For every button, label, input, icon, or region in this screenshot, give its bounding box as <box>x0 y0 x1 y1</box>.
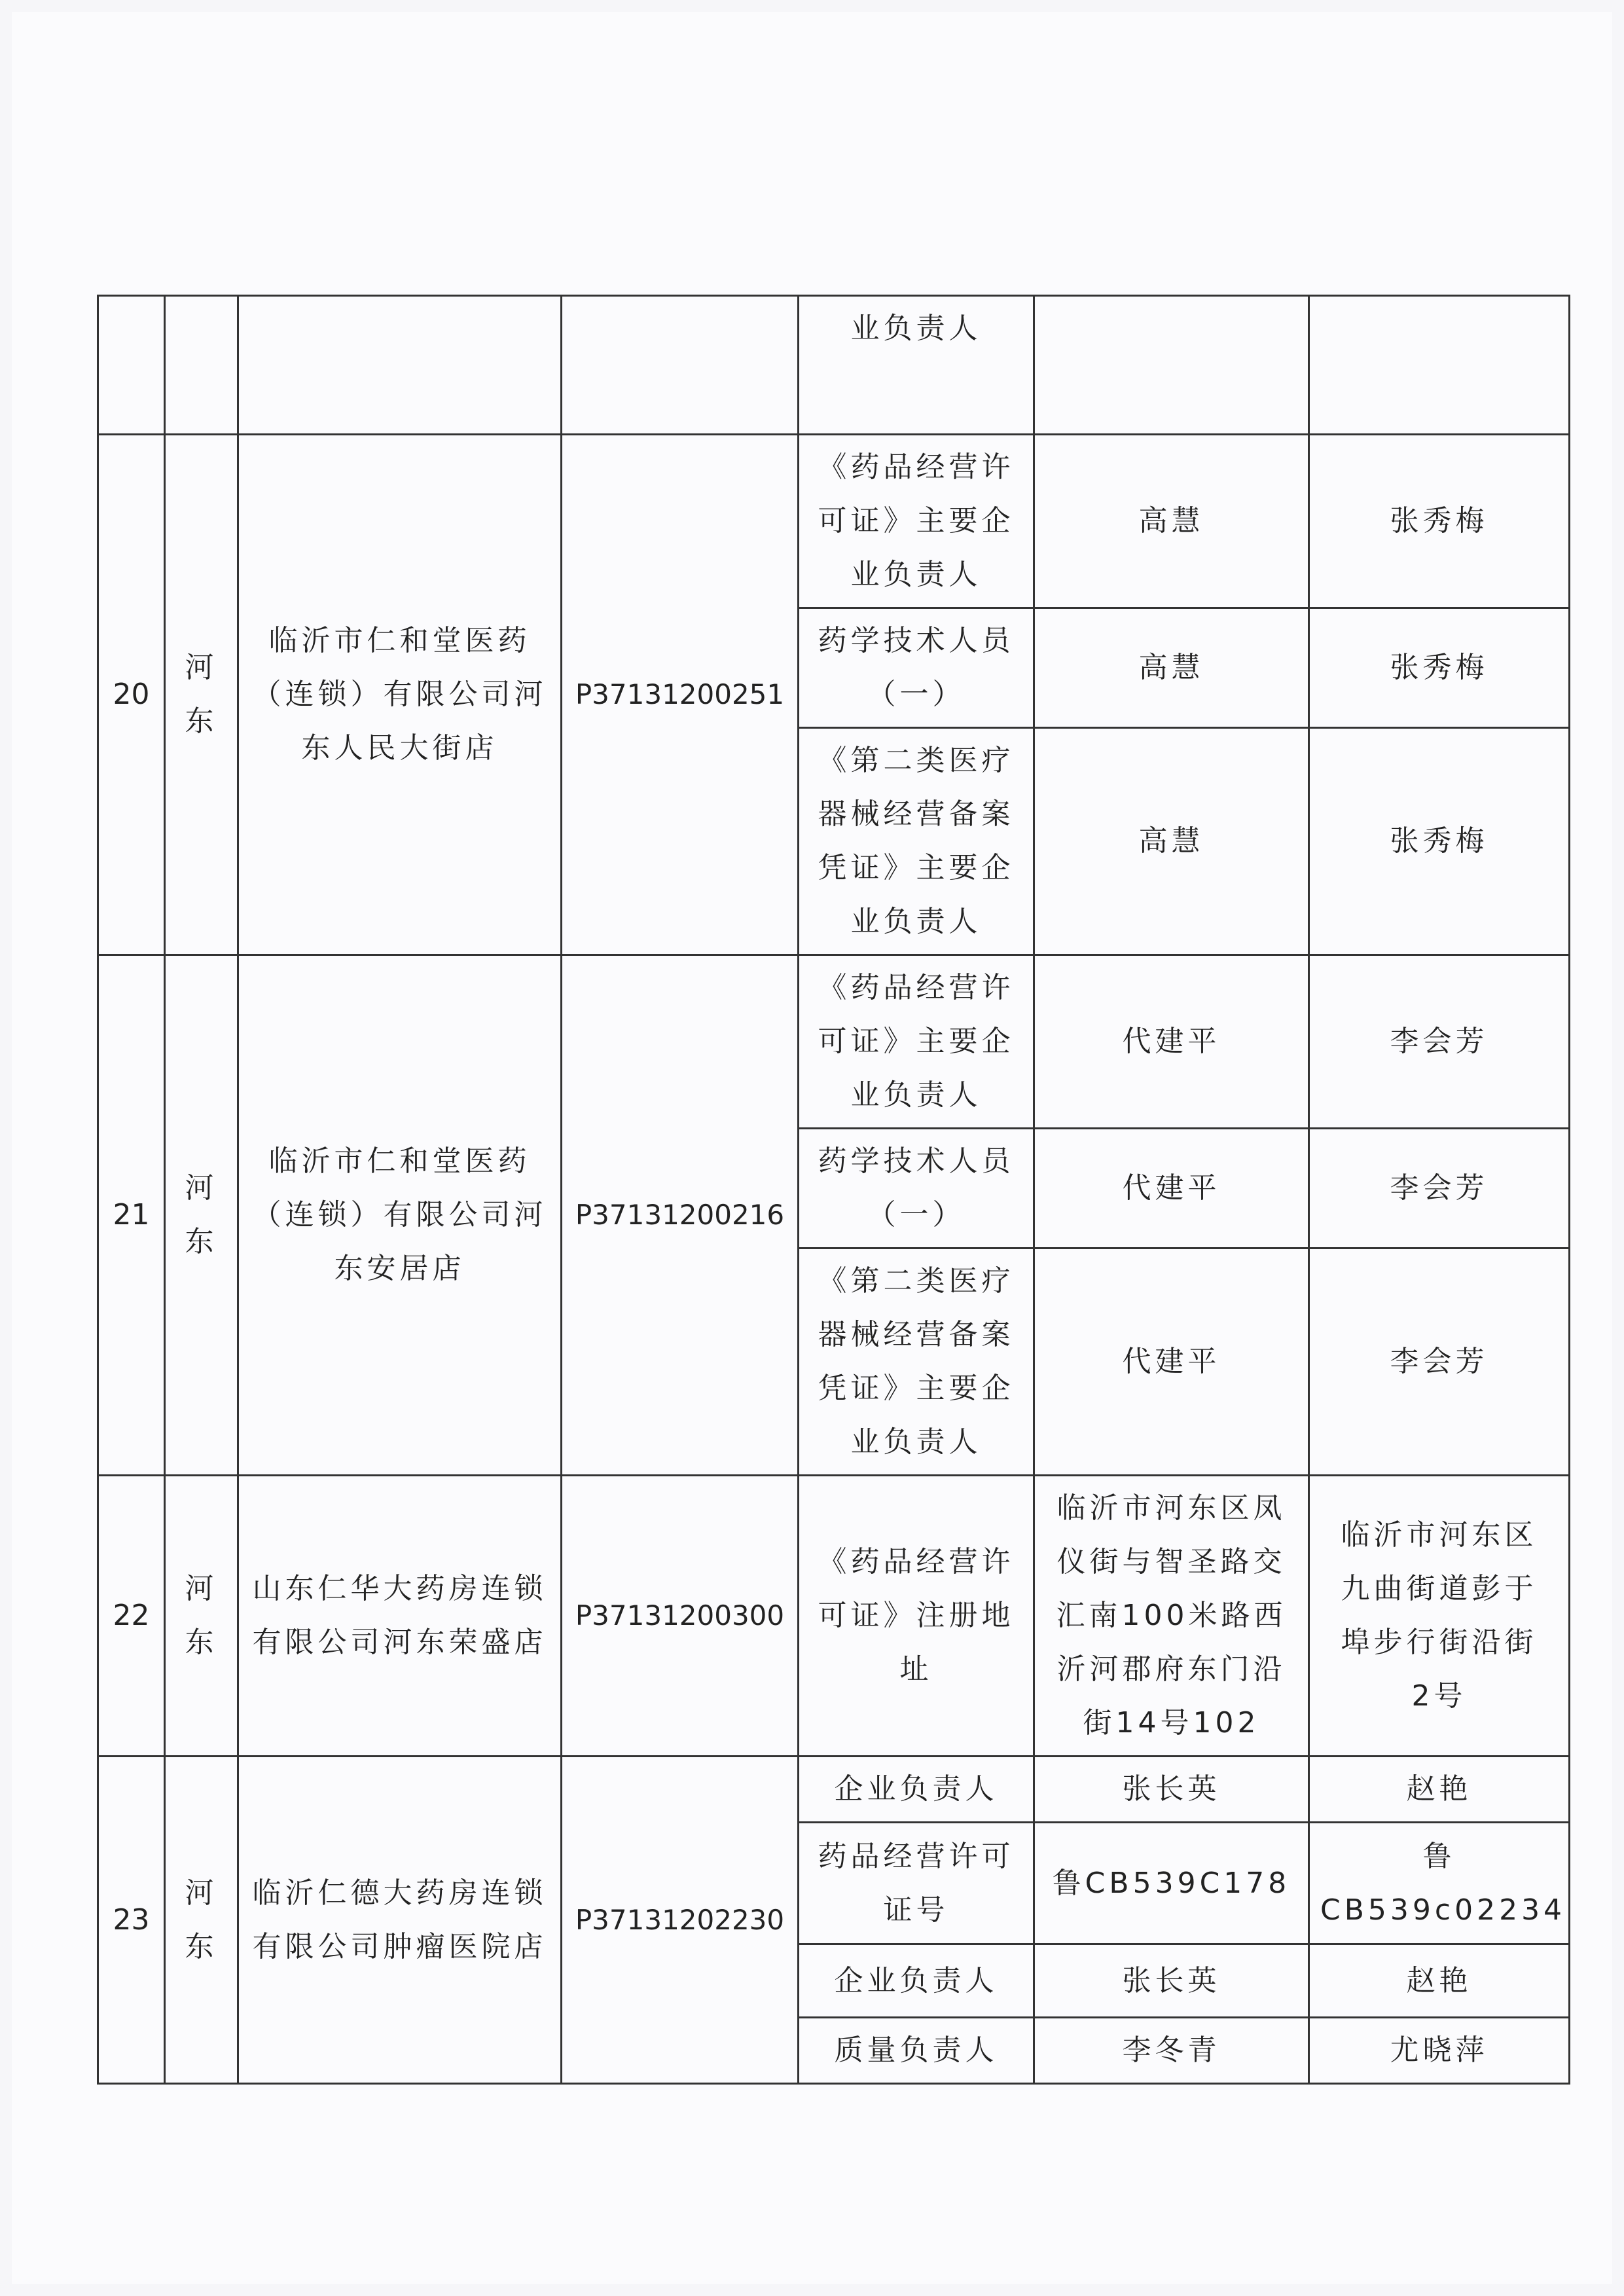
district-char: 河 <box>185 1171 218 1205</box>
district-char: 河 <box>185 651 218 684</box>
district-cell <box>165 296 238 435</box>
before-change-cell: 临沂市河东区凤 仪街与智圣路交 汇南100米路西 沂河郡府东门沿 街14号102 <box>1034 1476 1309 1757</box>
table-row <box>98 296 1570 435</box>
before-change-cell: 高慧 <box>1034 728 1309 955</box>
after-change-cell: 张秀梅 <box>1309 608 1570 728</box>
table-row <box>98 1757 1570 1823</box>
table-row <box>98 955 1570 1129</box>
district-char: 东 <box>185 1225 218 1258</box>
number-cell: 23 <box>98 1757 165 2084</box>
company-name-cell: 山东仁华大药房连锁 有限公司河东荣盛店 <box>238 1476 562 1757</box>
before-change-cell: 李冬青 <box>1034 2018 1309 2084</box>
change-record-table <box>97 295 1570 2085</box>
before-change-cell <box>1034 296 1309 435</box>
license-code-cell: P37131202230 <box>562 1757 799 2084</box>
change-item-cell: 药学技术人员 （一） <box>799 1129 1034 1248</box>
change-item-cell: 企业负责人 <box>799 1944 1034 2018</box>
district-cell <box>165 1757 238 2084</box>
after-change-cell: 张秀梅 <box>1309 435 1570 608</box>
district-char: 河 <box>185 1572 218 1605</box>
change-item-cell: 药品经营许可 证号 <box>799 1823 1034 1944</box>
before-change-cell: 高慧 <box>1034 435 1309 608</box>
change-item-cell: 业负责人 <box>799 296 1034 435</box>
before-change-cell: 高慧 <box>1034 608 1309 728</box>
table-row <box>98 1476 1570 1757</box>
after-change-cell: 尤晓萍 <box>1309 2018 1570 2084</box>
after-change-cell: 李会芳 <box>1309 1129 1570 1248</box>
district-char: 东 <box>185 1929 218 1963</box>
after-change-cell: 李会芳 <box>1309 1248 1570 1476</box>
license-code-cell <box>562 296 799 435</box>
change-item-cell: 《药品经营许 可证》注册地 址 <box>799 1476 1034 1757</box>
number-cell: 22 <box>98 1476 165 1757</box>
document-page <box>12 12 1612 2284</box>
change-item-cell: 《第二类医疗 器械经营备案 凭证》主要企 业负责人 <box>799 1248 1034 1476</box>
change-item-cell: 《药品经营许 可证》主要企 业负责人 <box>799 955 1034 1129</box>
change-item-cell: 质量负责人 <box>799 2018 1034 2084</box>
before-change-cell: 代建平 <box>1034 1248 1309 1476</box>
number-cell: 21 <box>98 955 165 1476</box>
before-change-cell: 张长英 <box>1034 1944 1309 2018</box>
number-cell: 20 <box>98 435 165 955</box>
before-change-cell: 张长英 <box>1034 1757 1309 1823</box>
license-code-cell: P37131200251 <box>562 435 799 955</box>
before-change-cell: 鲁CB539C178 <box>1034 1823 1309 1944</box>
after-change-cell <box>1309 296 1570 435</box>
before-change-cell: 代建平 <box>1034 955 1309 1129</box>
change-item-cell: 药学技术人员 （一） <box>799 608 1034 728</box>
company-name-cell: 临沂仁德大药房连锁 有限公司肿瘤医院店 <box>238 1757 562 2084</box>
after-change-cell: 张秀梅 <box>1309 728 1570 955</box>
after-change-cell: 赵艳 <box>1309 1757 1570 1823</box>
district-char: 河 <box>185 1876 218 1910</box>
company-name-cell: 临沂市仁和堂医药 （连锁）有限公司河 东安居店 <box>238 955 562 1476</box>
change-item-cell: 企业负责人 <box>799 1757 1034 1823</box>
license-code-cell: P37131200216 <box>562 955 799 1476</box>
change-item-cell: 《第二类医疗 器械经营备案 凭证》主要企 业负责人 <box>799 728 1034 955</box>
before-change-cell: 代建平 <box>1034 1129 1309 1248</box>
district-cell <box>165 955 238 1476</box>
after-change-cell: 鲁CB539c02234 <box>1309 1823 1570 1944</box>
number-cell <box>98 296 165 435</box>
license-code-cell: P37131200300 <box>562 1476 799 1757</box>
district-char: 东 <box>185 1626 218 1659</box>
after-change-cell: 临沂市河东区 九曲街道彭于 埠步行街沿街 2号 <box>1309 1476 1570 1757</box>
district-char: 东 <box>185 704 218 738</box>
table-row <box>98 435 1570 608</box>
district-cell <box>165 1476 238 1757</box>
after-change-cell: 李会芳 <box>1309 955 1570 1129</box>
company-name-cell <box>238 296 562 435</box>
after-change-cell: 赵艳 <box>1309 1944 1570 2018</box>
district-cell <box>165 435 238 955</box>
company-name-cell: 临沂市仁和堂医药 （连锁）有限公司河 东人民大街店 <box>238 435 562 955</box>
change-item-cell: 《药品经营许 可证》主要企 业负责人 <box>799 435 1034 608</box>
